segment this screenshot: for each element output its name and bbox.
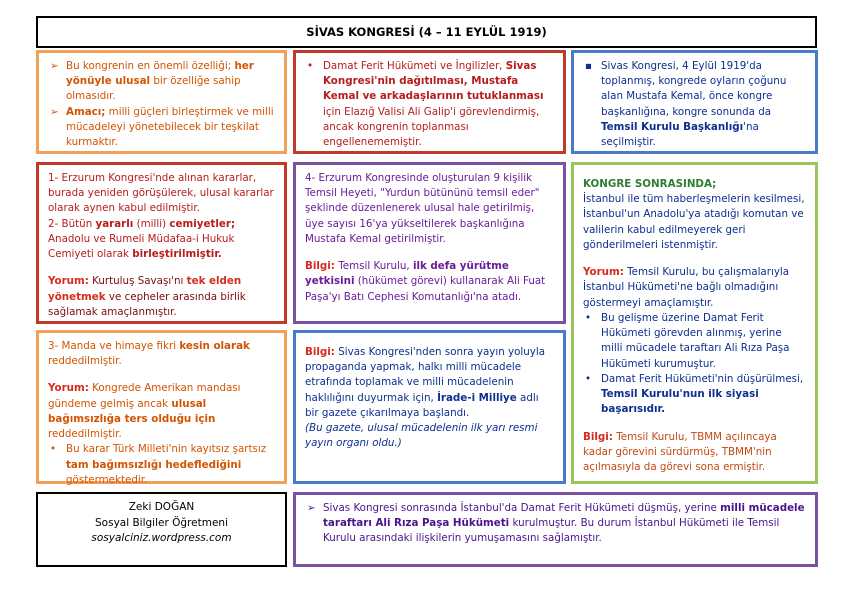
- kongre-baskanligi-box: [571, 50, 818, 154]
- kararlar-1-2-box: 1- Erzurum Kongresi'nde alınan kararlar, burada yeniden görüşülerek, ulusal kararlar olarak aynen kabul edilmiştir. 2- Bütün yararlı (milli) cemiyetler; Anadolu ve Rumeli Müdafaa-i Hukuk Cemiyeti olarak birleştirilmiştir. Yorum: Kurtuluş Savaşı'nı tek elden yönetmek ve cepheler arasında birlik sağlamak amaçlanmıştır.: [36, 162, 287, 324]
- unique-features-box: [36, 50, 287, 154]
- list-item: ➢ Bu kongrenin en önemli özelliği; her yönüyle ulusal bir özelliğe sahip olmasıdır.: [50, 60, 254, 103]
- page-title: SİVAS KONGRESİ (4 – 11 EYLÜL 1919): [36, 16, 817, 48]
- arrow-bullet-icon: ➢: [307, 502, 316, 514]
- author-role: Sosyal Bilgiler Öğretmeni: [95, 516, 228, 529]
- bullet-icon: •: [585, 372, 592, 385]
- arrow-bullet-icon: ➢: [50, 60, 59, 72]
- square-bullet-icon: ▪: [585, 60, 592, 72]
- list-item: • Bu gelişme üzerine Damat Ferit Hükümeti görevden alınmış, yerine milli mücadele taraftarı Ali Rıza Paşa Hükümeti kurumuştur.: [585, 311, 790, 370]
- temsil-heyeti-box: 4- Erzurum Kongresinde oluşturulan 9 kişilik Temsil Heyeti, "Yurdun bütününü temsil eder" şeklinde düzenlenerek ulusal hale getirilmiş, üye sayısı 16'ya yükseltilerek başkanlığına Mustafa Kemal getirilmiştir. Bilgi: Temsil Kurulu, ilk defa yürütme yetkisini (hükümet görevi) kullanarak Ali Fuat Paşa'yı Batı Cephesi Komutanlığı'na atadı.: [293, 162, 566, 324]
- list-item: ➢ Sivas Kongresi sonrasında İstanbul'da Damat Ferit Hükümeti düşmüş, yerine milli mücadele taraftarı Ali Rıza Paşa Hükümeti kurulmuştur. Bu durum İstanbul Hükümeti ile Temsil Kurulu arasındaki ilişkilerin yumuşamasını sağlamıştır.: [307, 502, 805, 545]
- author-box: [36, 492, 287, 567]
- list-item: • Damat Ferit Hükümeti'nin düşürülmesi, Temsil Kurulu'nun ilk siyasi başarısıdır.: [585, 372, 804, 416]
- list-item: ▪ Sivas Kongresi, 4 Eylül 1919'da toplanmış, kongrede oyların çoğunu alan Mustafa Kemal, önce kongre başkanlığına, kongre sonunda da Temsil Kurulu Başkanlığı'na seçilmiştir.: [585, 60, 787, 149]
- arrow-bullet-icon: ➢: [50, 105, 59, 118]
- ferit-hukumeti-box: [293, 50, 566, 154]
- list-item: • Bu karar Türk Milleti'nin kayıtsız şartsız tam bağımsızlığı hedeflediğini göstermektedir.: [50, 443, 267, 486]
- manda-himaye-box: 3- Manda ve himaye fikri kesin olarak reddedilmiştir. Yorum: Kongrede Amerikan mandası gündeme gelmiş ancak ulusal bağımsızlığa ters olduğu için reddedilmiştir. • Bu karar Türk Milleti'nin kayıtsız şartsız tam bağımsızlığı hedeflediğini göstermektedir.: [36, 330, 287, 484]
- section-heading: KONGRE SONRASINDA;: [583, 178, 717, 190]
- list-item: ➢ Amacı; milli güçleri birleştirmek ve milli mücadeleyi yönetebilecek bir teşkilat kurmaktır.: [50, 105, 274, 149]
- ali-riza-pasa-box: [293, 492, 818, 567]
- kongre-sonrasinda-box: KONGRE SONRASINDA; İstanbul ile tüm haberleşmelerin kesilmesi, İstanbul'un Anadolu'ya atadığı komutan ve valilerin kabul edilmeyerek geri gönderilmeleri istenmiştir. Yorum: Temsil Kurulu, bu çalışmalarıyla İstanbul Hükümeti'ne bağlı olmadığını göstermeyi amaçlamıştır. • Bu gelişme üzerine Damat Ferit Hükümeti görevden alınmış, yerine milli mücadele taraftarı Ali Rıza Paşa Hükümeti kurumuştur. • Damat Ferit Hükümeti'nin düşürülmesi, Temsil Kurulu'nun ilk siyasi başarısıdır. Bilgi: Temsil Kurulu, TBMM açılıncaya kadar görevini sürdürmüş, TBMM'nin açılmasıyla da görevi sona ermiştir.: [571, 162, 818, 484]
- author-site-link[interactable]: sosyalciniz.wordpress.com: [91, 532, 232, 545]
- bullet-icon: •: [585, 311, 592, 324]
- list-item: • Damat Ferit Hükümeti ve İngilizler, Sivas Kongresi'nin dağıtılması, Mustafa Kemal ve arkadaşlarının tutuklanması için Elazığ Valisi Ali Galip'i görevlendirmiş, ancak kongrenin toplanması engellenememiştir.: [307, 60, 544, 149]
- bullet-icon: •: [307, 60, 314, 72]
- author-name: Zeki DOĞAN: [128, 501, 195, 513]
- bullet-icon: •: [50, 443, 57, 456]
- irade-i-milliye-box: Bilgi: Sivas Kongresi'nden sonra yayın yoluyla propaganda yapmak, halkı milli mücadele etrafında toplamak ve milli mücadelenin haklılığını duyurmak için, İrade-i Milliye adlı bir gazete çıkarılmaya başlandı. (Bu gazete, ulusal mücadelenin ilk yarı resmi yayın organı oldu.): [293, 330, 566, 484]
